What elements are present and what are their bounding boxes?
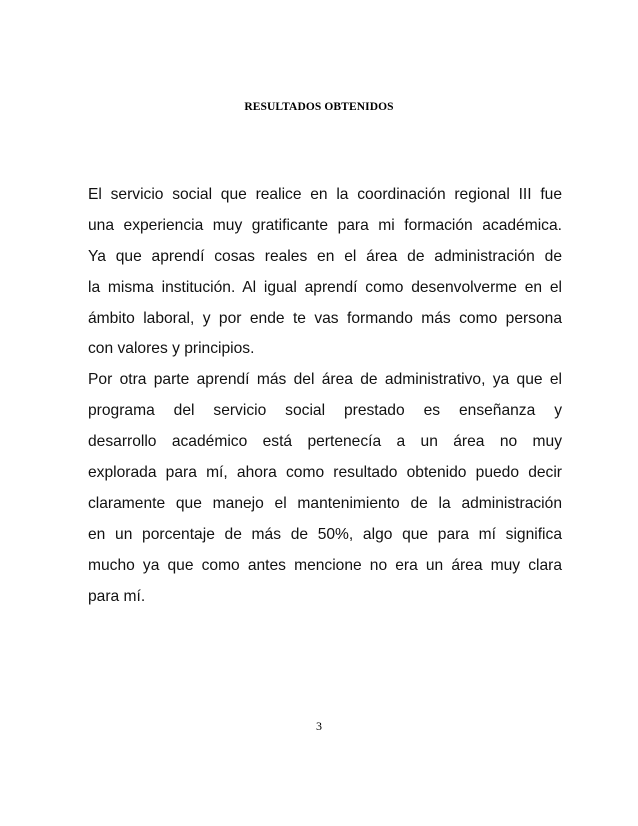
text-line: Por otra parte aprendí más del área de administrativo, ya que el xyxy=(88,371,562,389)
page-number: 3 xyxy=(316,719,322,733)
text-line: desarrollo académico está pertenecía a un área no muy xyxy=(88,433,562,451)
text-line: claramente que manejo el mantenimiento de la administración xyxy=(88,494,562,512)
paragraph xyxy=(88,180,562,365)
text-line: Ya que aprendí cosas reales en el área de administración de xyxy=(88,247,562,265)
body-text xyxy=(88,180,562,612)
text-line: una experiencia muy gratificante para mi formación académica. xyxy=(88,216,562,234)
text-line: El servicio social que realice en la coordinación regional III fue xyxy=(88,186,562,203)
text-line: con valores y principios. xyxy=(88,340,255,358)
paragraph xyxy=(88,365,562,612)
section-title: RESULTADOS OBTENIDOS xyxy=(244,101,394,113)
text-line: programa del servicio social prestado es enseñanza y xyxy=(88,402,562,420)
text-line: mucho ya que como antes mencione no era un área muy clara xyxy=(88,556,562,574)
text-line: para mí. xyxy=(88,587,146,605)
text-line: la misma institución. Al igual aprendí como desenvolverme en el xyxy=(88,278,562,296)
text-line: explorada para mí, ahora como resultado obtenido puedo decir xyxy=(88,464,562,482)
text-line: en un porcentaje de más de 50%, algo que para mí significa xyxy=(88,525,562,543)
text-line: ámbito laboral, y por ende te vas formando más como persona xyxy=(88,309,562,327)
